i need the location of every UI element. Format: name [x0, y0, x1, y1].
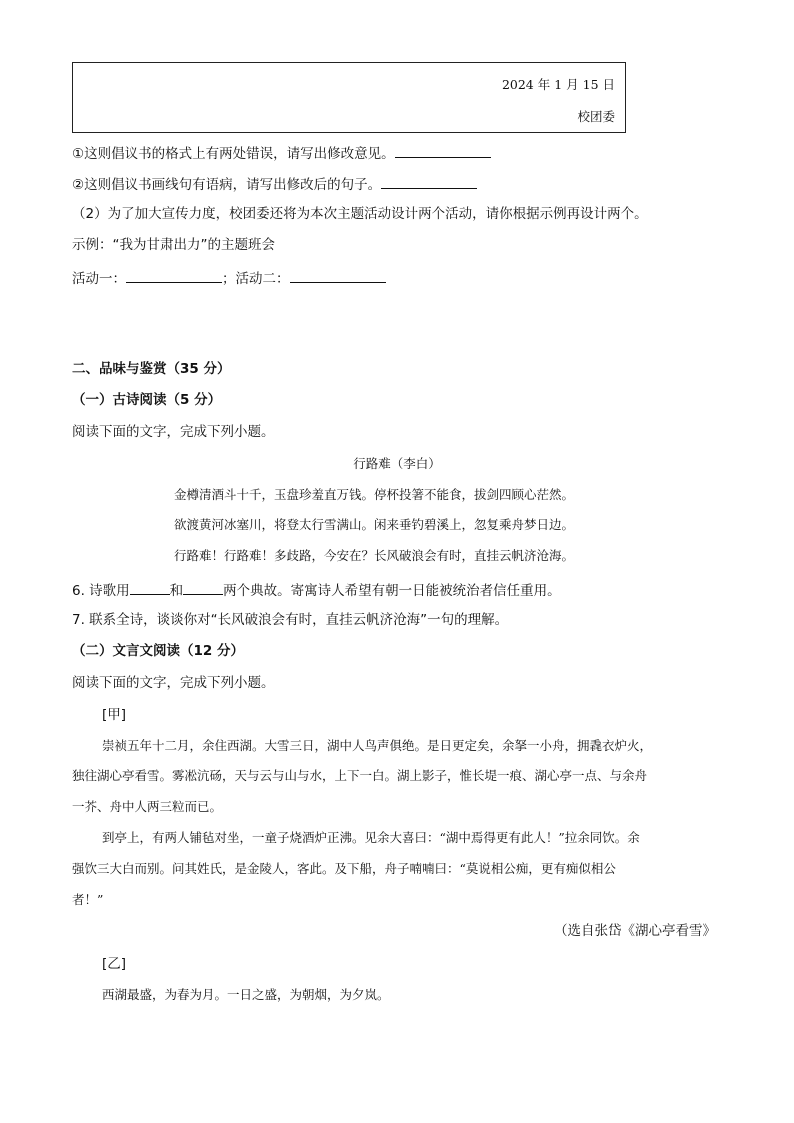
question-1-item-1: ①这则倡议书的格式上有两处错误，请写出修改意见。 [72, 143, 491, 163]
part-1-heading: （一）古诗阅读（5 分） [72, 392, 222, 408]
part-1-instruction: 阅读下面的文字，完成下列小题。 [72, 424, 275, 440]
poem-line: 行路难！行路难！多歧路，今安在？长风破浪会有时，直挂云帆济沧海。 [174, 548, 575, 563]
passage-yi-label: [乙] [102, 956, 127, 972]
passage-source: （选自张岱《湖心亭看雪》 [554, 923, 716, 939]
activity-1-blank[interactable] [126, 268, 222, 283]
passage-line: 独往湖心亭看雪。雾凇沆砀，天与云与山与水，上下一白。湖上影子，惟长堤一痕、湖心亭一点、与余舟 [72, 768, 648, 783]
allusion-blank-1[interactable] [130, 580, 170, 595]
part-2-heading: （二）文言文阅读（12 分） [72, 643, 244, 659]
passage-jia-label: [甲] [102, 707, 127, 723]
poem-line: 欲渡黄河冰塞川，将登太行雪满山。闲来垂钓碧溪上，忽复乘舟梦日边。 [174, 517, 575, 532]
letter-signature: 校团委 [577, 109, 615, 124]
question-1-item-2: ②这则倡议书画线句有语病，请写出修改后的句子。 [72, 174, 477, 194]
question-7: 7. 联系全诗，谈谈你对“长风破浪会有时，直挂云帆济沧海”一句的理解。 [72, 612, 509, 628]
passage-line: 者！” [72, 892, 104, 907]
letter-closing-box [72, 62, 626, 133]
letter-date: 2024 年 1 月 15 日 [501, 77, 615, 92]
answer-blank[interactable] [381, 174, 477, 189]
activity-2-blank[interactable] [290, 268, 386, 283]
question-2-example: 示例：“我为甘肃出力”的主题班会 [72, 237, 275, 253]
passage-line: 一芥、舟中人两三粒而已。 [72, 799, 223, 814]
answer-blank[interactable] [395, 143, 491, 158]
passage-line: 到亭上，有两人铺毡对坐，一童子烧酒炉正沸。见余大喜曰：“湖中焉得更有此人！”拉余同饮。余 [102, 830, 640, 845]
poem-line: 金樽清酒斗十千，玉盘珍羞直万钱。停杯投箸不能食，拔剑四顾心茫然。 [174, 487, 575, 502]
question-2-activities: 活动一： ；活动二： [72, 268, 386, 288]
allusion-blank-2[interactable] [183, 580, 223, 595]
poem-title: 行路难（李白） [353, 456, 441, 471]
question-6: 6. 诗歌用 和 两个典故。寄寓诗人希望有朝一日能被统治者信任重用。 [72, 580, 561, 600]
passage-line: 西湖最盛，为春为月。一日之盛，为朝烟，为夕岚。 [102, 987, 390, 1002]
passage-line: 崇祯五年十二月，余住西湖。大雪三日，湖中人鸟声俱绝。是日更定矣，余拏一小舟，拥毳衣炉火， [102, 738, 653, 753]
question-2-prompt: （2）为了加大宣传力度，校团委还将为本次主题活动设计两个活动，请你根据示例再设计两个。 [72, 206, 648, 222]
part-2-instruction: 阅读下面的文字，完成下列小题。 [72, 675, 275, 691]
passage-line: 强饮三大白而别。问其姓氏，是金陵人，客此。及下船，舟子喃喃曰：“莫说相公痴，更有痴似相公 [72, 861, 616, 876]
section-2-heading: 二、品味与鉴赏（35 分） [72, 361, 231, 377]
